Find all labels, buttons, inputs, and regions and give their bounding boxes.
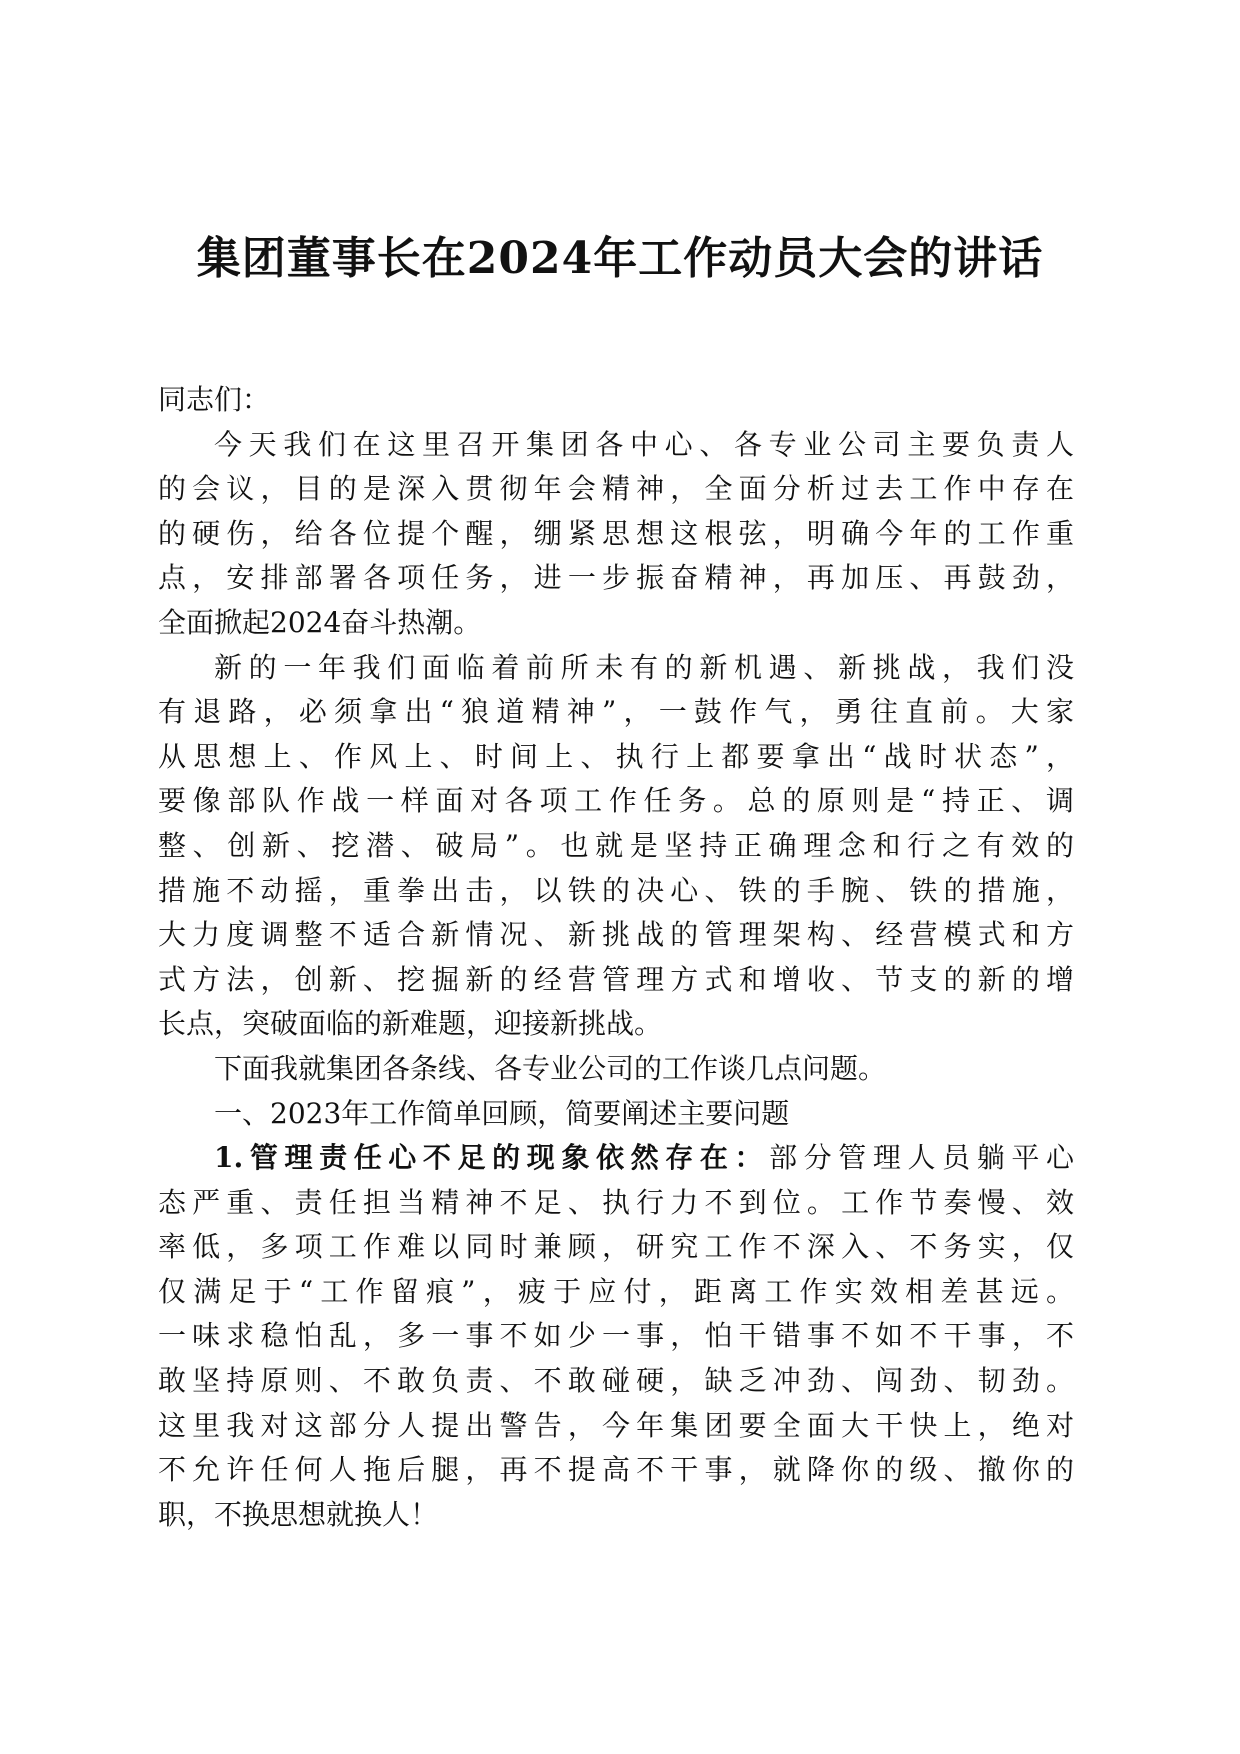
paragraph-line: 要像部队作战一样面对各项工作任务。总的原则是“持正、调 [158, 784, 1074, 818]
point-first-line [158, 1136, 1074, 1181]
paragraph-line: 率低，多项工作难以同时兼顾，研究工作不深入、不务实，仅 [158, 1230, 1074, 1264]
salutation: 同志们： [158, 383, 271, 416]
document-title: 集团董事长在2024年工作动员大会的讲话 [196, 233, 1044, 284]
paragraph-line: 这里我对这部分人提出警告，今年集团要全面大干快上，绝对 [158, 1408, 1074, 1442]
paragraph-line: 大力度调整不适合新情况、新挑战的管理架构、经营模式和方 [158, 918, 1074, 952]
paragraph-line: 从思想上、作风上、时间上、执行上都要拿出“战时状态”， [158, 739, 1074, 773]
paragraph-line: 职，不换思想就换人！ [158, 1497, 439, 1531]
section-heading: 一、2023年工作简单回顾，简要阐述主要问题 [214, 1096, 790, 1130]
document-body [158, 378, 1074, 1537]
paragraph-line: 的硬伤，给各位提个醒，绷紧思想这根弦，明确今年的工作重 [158, 516, 1074, 550]
paragraph-line: 一味求稳怕乱，多一事不如少一事，怕干错事不如不干事，不 [158, 1319, 1074, 1353]
paragraph-line: 今天我们在这里召开集团各中心、各专业公司主要负责人 [214, 427, 1074, 461]
point-first-line-text: 部分管理人员躺平心 [769, 1141, 1074, 1175]
paragraph-line: 整、创新、挖潜、破局”。也就是坚持正确理念和行之有效的 [158, 828, 1074, 862]
paragraph-line: 仅满足于“工作留痕”，疲于应付，距离工作实效相差甚远。 [158, 1274, 1074, 1308]
paragraph-line: 长点，突破面临的新难题，迎接新挑战。 [158, 1007, 663, 1041]
paragraph-line: 全面掀起2024奋斗热潮。 [158, 605, 482, 639]
paragraph-line: 式方法，创新、挖掘新的经营管理方式和增收、节支的新的增 [158, 962, 1074, 996]
paragraph-line: 措施不动摇，重拳出击，以铁的决心、铁的手腕、铁的措施， [158, 873, 1074, 907]
paragraph-line: 有退路，必须拿出“狼道精神”，一鼓作气，勇往直前。大家 [158, 695, 1074, 729]
paragraph-line: 点，安排部署各项任务，进一步振奋精神，再加压、再鼓劲， [158, 561, 1074, 595]
point-label: 1.管理责任心不足的现象依然存在： [214, 1141, 770, 1175]
paragraph-line: 新的一年我们面临着前所未有的新机遇、新挑战，我们没 [214, 650, 1074, 684]
paragraph-line: 不允许任何人拖后腿，再不提高不干事，就降你的级、撤你的 [158, 1453, 1074, 1487]
paragraph-line: 下面我就集团各条线、各专业公司的工作谈几点问题。 [214, 1051, 887, 1085]
paragraph-line: 的会议，目的是深入贯彻年会精神，全面分析过去工作中存在 [158, 472, 1074, 506]
paragraph-line: 敢坚持原则、不敢负责、不敢碰硬，缺乏冲劲、闯劲、韧劲。 [158, 1364, 1074, 1398]
paragraph-line: 态严重、责任担当精神不足、执行力不到位。工作节奏慢、效 [158, 1185, 1074, 1219]
